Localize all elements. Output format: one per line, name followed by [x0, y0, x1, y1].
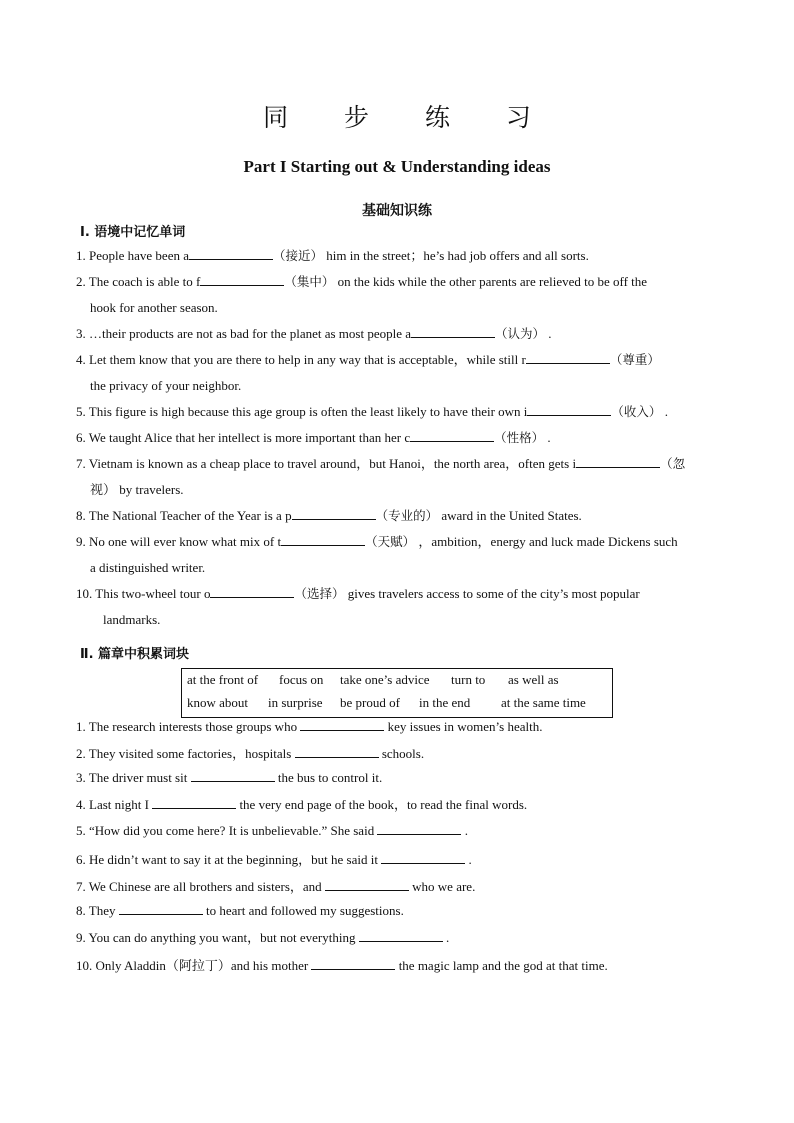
item-text: on the kids while the other parents are relieved to be off the — [337, 274, 648, 289]
item-text: . — [468, 852, 472, 867]
answer-blank[interactable] — [359, 929, 443, 942]
item-text: him in the street；he’s had job offers and all sorts. — [326, 248, 589, 263]
answer-blank[interactable] — [152, 796, 236, 809]
exercise-item — [76, 822, 468, 839]
item-text: You can do anything you want，but not everything — [88, 930, 356, 945]
item-number: 10. — [76, 958, 93, 973]
hint-text: （选择） — [294, 586, 345, 601]
phrase: know about — [187, 695, 249, 710]
item-number: 10. — [76, 586, 93, 601]
item-text: The coach is able to f — [88, 274, 201, 289]
item-text: to heart and followed my suggestions. — [205, 903, 404, 918]
section-2-heading: Ⅱ. 篇章中积累词块 — [80, 647, 190, 662]
exercise-item — [76, 581, 719, 633]
phrase: be proud of — [340, 695, 400, 710]
answer-blank[interactable] — [281, 533, 365, 546]
exercise-item — [76, 794, 527, 813]
item-text: Last night I — [89, 797, 149, 812]
phrase-bank-row-1 — [182, 672, 612, 696]
answer-blank[interactable] — [295, 745, 379, 758]
item-number: 4. — [76, 352, 86, 367]
hint-text: （收入） — [611, 404, 662, 419]
answer-blank[interactable] — [200, 273, 284, 286]
exercise-item — [76, 321, 719, 347]
exercise-item — [76, 769, 382, 786]
item-continuation: landmarks. — [103, 612, 161, 627]
answer-blank[interactable] — [292, 507, 376, 520]
exercise-item — [76, 718, 542, 735]
item-number: 4. — [76, 797, 86, 812]
item-text: key issues in women’s health. — [387, 719, 543, 734]
item-text: This figure is high because this age group is often the least likely to have their own i — [88, 404, 528, 419]
hint-text: （尊重） — [609, 352, 660, 367]
answer-blank[interactable] — [526, 351, 610, 364]
answer-blank[interactable] — [191, 769, 275, 782]
answer-blank[interactable] — [527, 403, 611, 416]
item-text: The research interests those groups who — [88, 719, 298, 734]
phrase: at the front of — [187, 672, 259, 687]
phrase: as well as — [508, 672, 559, 687]
answer-blank[interactable] — [311, 957, 395, 970]
item-text: We Chinese are all brothers and sisters，and — [88, 879, 322, 894]
phrase-bank-row-2 — [182, 695, 612, 719]
item-text: No one will ever know what mix of t — [89, 534, 282, 549]
exercise-item — [76, 399, 719, 425]
answer-blank[interactable] — [410, 429, 494, 442]
item-number: 8. — [76, 508, 86, 523]
hint-text: （接近） — [272, 248, 323, 263]
phrase-bank — [181, 668, 613, 718]
answer-blank[interactable] — [377, 822, 461, 835]
exercise-item — [76, 451, 719, 503]
exercise-item — [76, 743, 424, 762]
phrase: at the same time — [501, 695, 586, 710]
item-text: We taught Alice that her intellect is more important than her c — [88, 430, 411, 445]
answer-blank[interactable] — [119, 902, 203, 915]
vocab-exercise-list — [76, 243, 719, 633]
answer-blank[interactable] — [381, 851, 465, 864]
part-heading: Part I Starting out & Understanding ideas — [243, 157, 551, 176]
exercise-item — [76, 503, 719, 529]
item-continuation: hook for another season. — [90, 300, 218, 315]
phrase: in the end — [419, 695, 471, 710]
item-number: 5. — [76, 823, 86, 838]
item-number: 2. — [76, 274, 86, 289]
item-continuation: a distinguished writer. — [90, 560, 206, 575]
exercise-item — [76, 243, 719, 269]
item-text: schools. — [381, 746, 425, 761]
item-continuation: the privacy of your neighbor. — [90, 378, 242, 393]
phrase: in surprise — [268, 695, 323, 710]
item-text: They visited some factories，hospitals — [88, 746, 292, 761]
item-text: . — [547, 430, 551, 445]
phrase: turn to — [451, 672, 486, 687]
item-text: . — [446, 930, 450, 945]
item-text: the very end page of the book，to read the final words. — [239, 797, 528, 812]
item-text: …their products are not as bad for the planet as most people a — [89, 326, 412, 341]
item-text: Let them know that you are there to help in any way that is acceptable，while still r — [89, 352, 526, 367]
exercise-item — [76, 902, 404, 919]
item-number: 9. — [76, 534, 86, 549]
exercise-item — [76, 876, 475, 895]
hint-text: （天赋） — [365, 534, 416, 549]
answer-blank[interactable] — [189, 247, 273, 260]
item-text: This two-wheel tour o — [95, 586, 211, 601]
item-text: ，ambition，energy and luck made Dickens such — [418, 534, 678, 549]
exercise-item — [76, 849, 472, 868]
item-number: 6. — [76, 852, 86, 867]
item-number: 6. — [76, 430, 86, 445]
phrase: take one’s advice — [340, 672, 430, 687]
answer-blank[interactable] — [325, 878, 409, 891]
item-text: Vietnam is known as a cheap place to travel around，but Hanoi，the north area，often gets i — [88, 456, 577, 471]
item-number: 7. — [76, 879, 86, 894]
item-text: . — [548, 326, 552, 341]
item-text: award in the United States. — [441, 508, 582, 523]
exercise-item — [76, 425, 719, 451]
exercise-item — [76, 955, 608, 974]
item-number: 3. — [76, 770, 86, 785]
answer-blank[interactable] — [411, 325, 495, 338]
item-text: People have been a — [89, 248, 189, 263]
item-number: 2. — [76, 746, 86, 761]
item-text: the bus to control it. — [277, 770, 383, 785]
hint-text: （忽 — [660, 456, 686, 471]
phrase: focus on — [279, 672, 324, 687]
item-number: 3. — [76, 326, 86, 341]
item-text: He didn’t want to say it at the beginning，but he said it — [89, 852, 378, 867]
item-number: 5. — [76, 404, 86, 419]
item-text: “How did you come here? It is unbelievable.” She said — [89, 823, 375, 838]
answer-blank[interactable] — [576, 455, 660, 468]
section-subtitle: 基础知识练 — [362, 203, 432, 219]
item-number: 8. — [76, 903, 86, 918]
item-number: 1. — [76, 248, 86, 263]
answer-blank[interactable] — [210, 585, 294, 598]
item-text: . — [464, 823, 468, 838]
item-text: gives travelers access to some of the city’s most popular — [347, 586, 640, 601]
item-number: 1. — [76, 719, 86, 734]
item-number: 9. — [76, 930, 86, 945]
hint-text: （认为） — [495, 326, 546, 341]
item-text: Only Aladdin（阿拉丁）and his mother — [95, 958, 309, 973]
item-continuation: 视） by travelers. — [90, 482, 184, 497]
item-text: the magic lamp and the god at that time. — [398, 958, 608, 973]
item-text: . — [664, 404, 668, 419]
item-text: who we are. — [412, 879, 476, 894]
exercise-item — [76, 347, 719, 399]
item-text: The National Teacher of the Year is a p — [88, 508, 292, 523]
section-1-heading: Ⅰ. 语境中记忆单词 — [80, 225, 186, 240]
hint-text: （性格） — [494, 430, 545, 445]
exercise-item — [76, 269, 719, 321]
exercise-item — [76, 927, 449, 946]
answer-blank[interactable] — [300, 718, 384, 731]
item-text: They — [88, 903, 116, 918]
hint-text: （专业的） — [375, 508, 439, 523]
item-number: 7. — [76, 456, 86, 471]
hint-text: （集中） — [284, 274, 335, 289]
item-text: The driver must sit — [88, 770, 188, 785]
exercise-item — [76, 529, 719, 581]
page-title: 同 步 练 习 — [263, 103, 555, 132]
